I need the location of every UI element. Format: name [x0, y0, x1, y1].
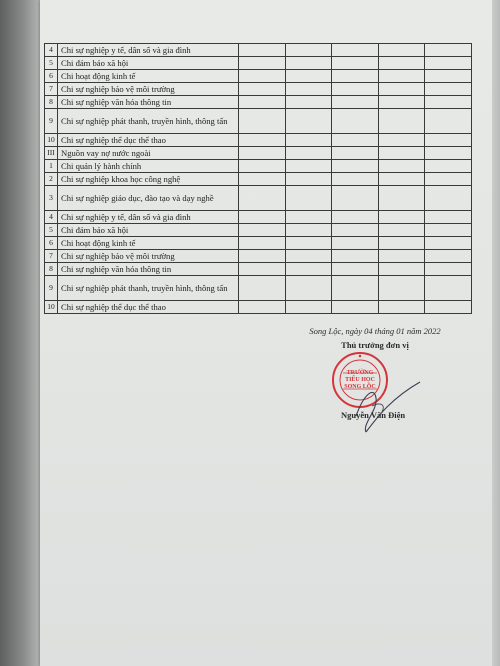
empty-cell [285, 134, 332, 147]
table-row [45, 44, 472, 57]
row-label: Chi sự nghiệp y tế, dân số và gia đình [58, 44, 239, 57]
empty-cell [425, 224, 472, 237]
table-row [45, 57, 472, 70]
empty-cell [378, 96, 425, 109]
empty-cell [332, 237, 379, 250]
table-row [45, 173, 472, 186]
empty-cell [332, 44, 379, 57]
empty-cell [425, 186, 472, 211]
empty-cell [425, 250, 472, 263]
empty-cell [425, 44, 472, 57]
table-row [45, 186, 472, 211]
empty-cell [378, 160, 425, 173]
empty-cell [285, 83, 332, 96]
empty-cell [239, 186, 286, 211]
table-row [45, 70, 472, 83]
empty-cell [332, 160, 379, 173]
row-label: Chi sự nghiệp thể dục thể thao [58, 134, 239, 147]
table-row [45, 301, 472, 314]
empty-cell [378, 301, 425, 314]
empty-cell [425, 160, 472, 173]
table-row [45, 224, 472, 237]
empty-cell [239, 57, 286, 70]
empty-cell [425, 134, 472, 147]
empty-cell [239, 109, 286, 134]
empty-cell [332, 173, 379, 186]
row-label: Chi sự nghiệp văn hóa thông tin [58, 96, 239, 109]
row-label: Chi sự nghiệp bảo vệ môi trường [58, 250, 239, 263]
table-row [45, 109, 472, 134]
budget-table-body [45, 44, 472, 314]
row-label: Chi sự nghiệp phát thanh, truyền hình, thông tấn [58, 109, 239, 134]
empty-cell [378, 44, 425, 57]
empty-cell [425, 173, 472, 186]
empty-cell [378, 173, 425, 186]
empty-cell [378, 224, 425, 237]
empty-cell [425, 109, 472, 134]
empty-cell [425, 83, 472, 96]
table-row [45, 263, 472, 276]
empty-cell [285, 109, 332, 134]
empty-cell [285, 96, 332, 109]
row-number: 7 [45, 83, 58, 96]
table-row [45, 211, 472, 224]
empty-cell [425, 70, 472, 83]
row-label: Chi hoạt động kinh tế [58, 70, 239, 83]
table-row [45, 250, 472, 263]
row-number: 4 [45, 44, 58, 57]
empty-cell [285, 276, 332, 301]
empty-cell [239, 211, 286, 224]
empty-cell [378, 237, 425, 250]
empty-cell [239, 96, 286, 109]
empty-cell [332, 109, 379, 134]
table-row [45, 96, 472, 109]
binder-edge [0, 0, 40, 666]
empty-cell [239, 147, 286, 160]
row-label: Chi sự nghiệp phát thanh, truyền hình, thông tấn [58, 276, 239, 301]
empty-cell [332, 263, 379, 276]
empty-cell [285, 44, 332, 57]
row-label: Chi sự nghiệp văn hóa thông tin [58, 263, 239, 276]
empty-cell [425, 263, 472, 276]
empty-cell [285, 237, 332, 250]
empty-cell [285, 173, 332, 186]
row-number: 8 [45, 263, 58, 276]
row-number: 9 [45, 109, 58, 134]
row-number: 10 [45, 134, 58, 147]
empty-cell [332, 301, 379, 314]
page-edge-right [492, 0, 500, 666]
empty-cell [239, 160, 286, 173]
empty-cell [285, 301, 332, 314]
row-number: 2 [45, 173, 58, 186]
empty-cell [239, 70, 286, 83]
row-label: Chi đảm bảo xã hội [58, 224, 239, 237]
row-number: 5 [45, 224, 58, 237]
empty-cell [239, 237, 286, 250]
empty-cell [378, 57, 425, 70]
row-number: III [45, 147, 58, 160]
row-label: Chi sự nghiệp khoa học công nghệ [58, 173, 239, 186]
empty-cell [239, 301, 286, 314]
empty-cell [378, 211, 425, 224]
empty-cell [332, 250, 379, 263]
row-number: 7 [45, 250, 58, 263]
empty-cell [378, 263, 425, 276]
empty-cell [285, 147, 332, 160]
table-row [45, 160, 472, 173]
row-label: Chi sự nghiệp thể dục thể thao [58, 301, 239, 314]
empty-cell [285, 250, 332, 263]
empty-cell [332, 96, 379, 109]
empty-cell [378, 70, 425, 83]
empty-cell [239, 134, 286, 147]
empty-cell [285, 57, 332, 70]
table-row [45, 237, 472, 250]
row-label: Chi quản lý hành chính [58, 160, 239, 173]
empty-cell [239, 276, 286, 301]
empty-cell [239, 263, 286, 276]
empty-cell [332, 276, 379, 301]
empty-cell [332, 70, 379, 83]
row-number: 9 [45, 276, 58, 301]
row-label: Chi đảm bảo xã hội [58, 57, 239, 70]
empty-cell [425, 57, 472, 70]
row-label: Nguồn vay nợ nước ngoài [58, 147, 239, 160]
row-number: 5 [45, 57, 58, 70]
table-row [45, 83, 472, 96]
empty-cell [285, 70, 332, 83]
row-number: 6 [45, 70, 58, 83]
table-row [45, 276, 472, 301]
table-row [45, 147, 472, 160]
empty-cell [285, 224, 332, 237]
empty-cell [332, 83, 379, 96]
stamp-text-label: TRƯỜNG TIỂU HỌC SONG LỘC [344, 369, 376, 390]
empty-cell [239, 83, 286, 96]
row-label: Chi sự nghiệp giáo dục, đào tạo và dạy nghề [58, 186, 239, 211]
handwritten-signature [352, 376, 422, 436]
empty-cell [425, 276, 472, 301]
empty-cell [378, 186, 425, 211]
empty-cell [378, 109, 425, 134]
empty-cell [285, 211, 332, 224]
signature-date: Song Lộc, ngày 04 tháng 01 năm 2022 [309, 326, 441, 336]
empty-cell [332, 147, 379, 160]
row-number: 4 [45, 211, 58, 224]
row-number: 1 [45, 160, 58, 173]
empty-cell [239, 173, 286, 186]
row-number: 3 [45, 186, 58, 211]
signature-title: Thủ trưởng đơn vị [341, 340, 409, 350]
empty-cell [378, 134, 425, 147]
empty-cell [425, 237, 472, 250]
empty-cell [378, 83, 425, 96]
row-label: Chi hoạt động kinh tế [58, 237, 239, 250]
empty-cell [378, 276, 425, 301]
empty-cell [425, 147, 472, 160]
empty-cell [332, 186, 379, 211]
row-number: 10 [45, 301, 58, 314]
row-label: Chi sự nghiệp y tế, dân số và gia đình [58, 211, 239, 224]
row-number: 8 [45, 96, 58, 109]
budget-table [44, 43, 472, 314]
empty-cell [332, 224, 379, 237]
empty-cell [425, 301, 472, 314]
table-row [45, 134, 472, 147]
empty-cell [378, 147, 425, 160]
row-number: 6 [45, 237, 58, 250]
empty-cell [285, 160, 332, 173]
signer-name: Nguyễn Văn Điện [341, 410, 406, 420]
empty-cell [239, 224, 286, 237]
empty-cell [285, 263, 332, 276]
empty-cell [332, 57, 379, 70]
empty-cell [239, 250, 286, 263]
signature-block [290, 326, 460, 350]
empty-cell [285, 186, 332, 211]
empty-cell [332, 211, 379, 224]
empty-cell [332, 134, 379, 147]
row-label: Chi sự nghiệp bảo vệ môi trường [58, 83, 239, 96]
empty-cell [378, 250, 425, 263]
empty-cell [425, 211, 472, 224]
empty-cell [425, 96, 472, 109]
empty-cell [239, 44, 286, 57]
